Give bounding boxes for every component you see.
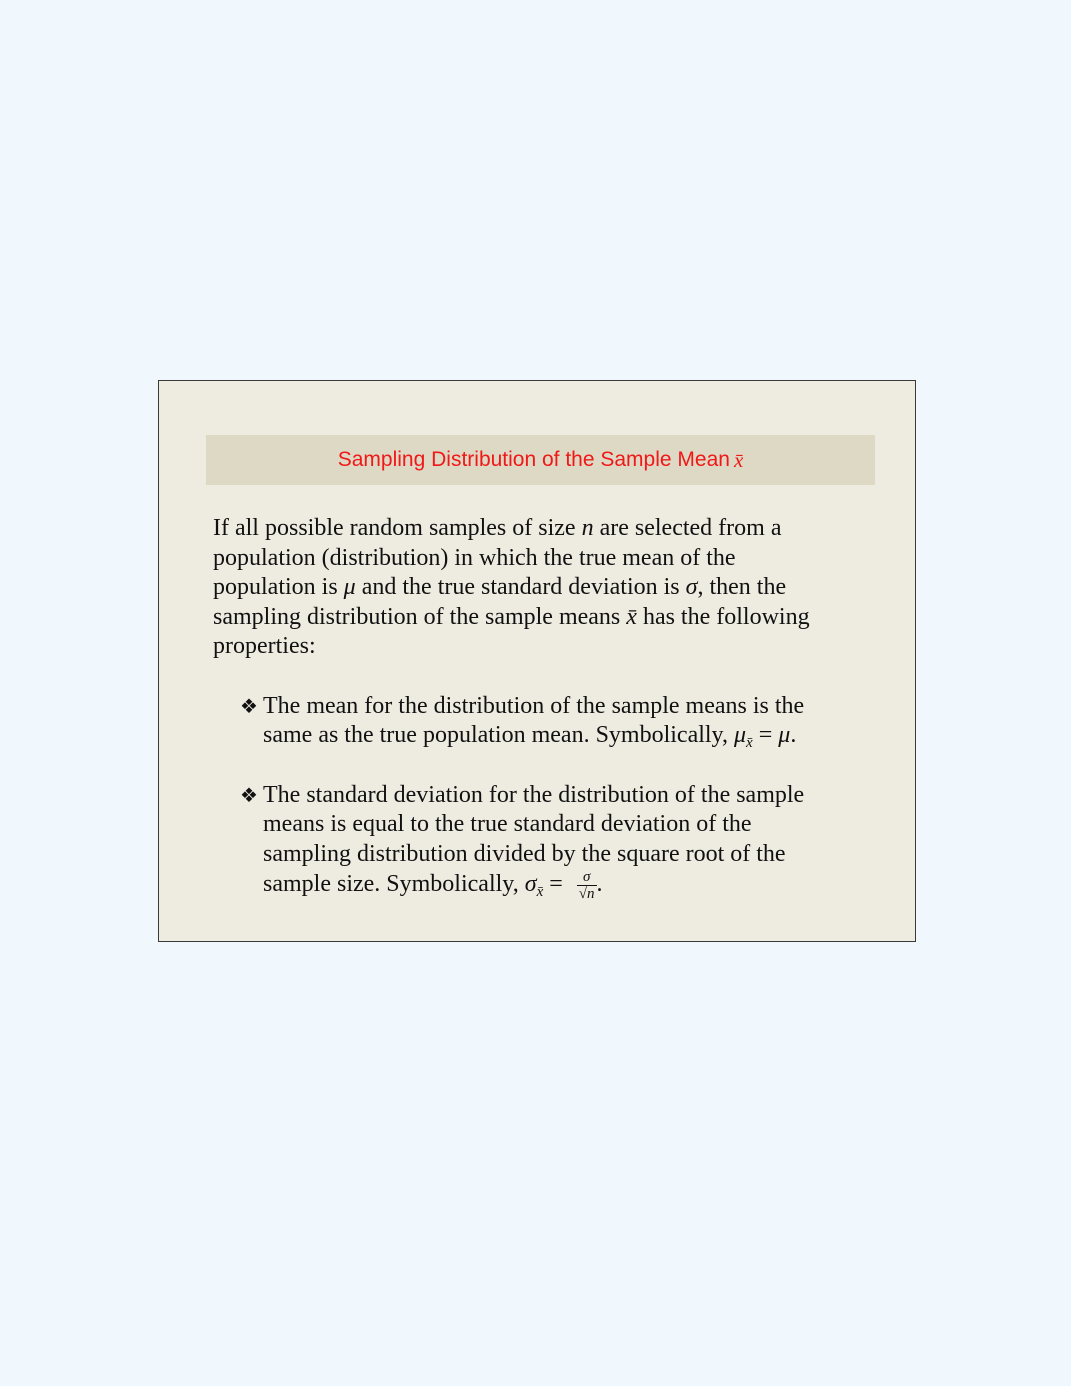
intro-line-3: population is μ and the true standard deviation is σ, then the [213, 574, 787, 600]
intro-paragraph [213, 514, 873, 662]
bullet-1-line-1: The mean for the distribution of the sample means is the [263, 692, 805, 719]
mean-formula: $\mu_{x̄} = \mu$. [734, 722, 797, 751]
bullet-sd-property [213, 781, 873, 903]
diamond-bullet-icon: ❖ [240, 693, 258, 718]
slide-panel [158, 380, 916, 942]
sigma-over-root-n-fraction: $\frac{\sigma}{√n}$ [578, 869, 595, 902]
bullet-2-line-3: sampling distribution divided by the square root of the [263, 840, 786, 867]
slide-title: Sampling Distribution of the Sample Mean [337, 448, 730, 471]
bullet-1-line-2: same as the true population mean. Symbolically, $\mu_{x̄} = \mu$. [263, 722, 797, 751]
xbar-symbol: x̄ [626, 603, 637, 630]
intro-line-5: properties: [213, 633, 316, 659]
content-area [213, 514, 873, 902]
intro-line-2: population (distribution) in which the true mean of the [213, 544, 736, 571]
bullet-2-line-4: sample size. Symbolically, $\sigma_{x̄}$ = $\frac{\sigma}{√n}$ . [263, 869, 603, 902]
title-bar [206, 435, 875, 485]
diamond-bullet-icon: ❖ [240, 782, 258, 807]
bullet-2-line-2: means is equal to the true standard deviation of the [263, 811, 752, 837]
n-symbol: n [581, 515, 594, 541]
title-xbar-symbol: x̄ [733, 447, 744, 472]
sd-formula: $\sigma_{x̄}$ = $\frac{\sigma}{√n}$ . [524, 869, 603, 902]
sigma-symbol: σ [685, 574, 698, 600]
mu-symbol: μ [343, 574, 356, 600]
intro-line-1: If all possible random samples of size n are selected from a [213, 515, 782, 541]
bullet-2-line-1: The standard deviation for the distribution of the sample [263, 781, 805, 808]
bullet-mean-property [213, 692, 873, 751]
intro-line-4: sampling distribution of the sample means x̄ has the following [213, 603, 810, 630]
